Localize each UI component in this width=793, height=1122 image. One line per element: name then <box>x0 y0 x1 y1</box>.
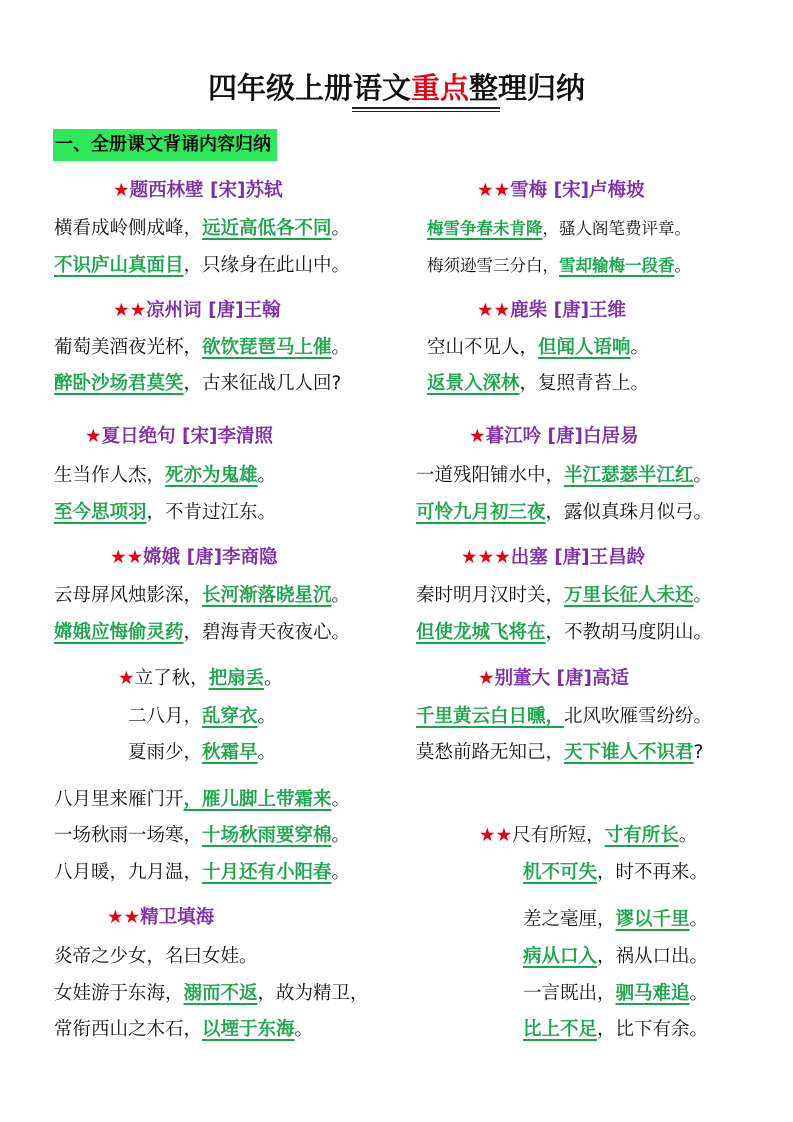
poem-line: 不识庐山真面目，只缘身在此山中。 <box>54 255 351 276</box>
section-heading: 一、全册课文背诵内容归纳 <box>53 129 277 161</box>
poem-line: 至今思项羽，不肯过江东。 <box>54 502 277 523</box>
poem-line: 嫦娥应悔偷灵药，碧海青天夜夜心。 <box>54 622 351 643</box>
poem-heading: ★★凉州词 [唐]王翰 <box>113 300 281 321</box>
poem-line: 醉卧沙场君莫笑，古来征战几人回? <box>54 373 342 394</box>
poem-line: 梅雪争春未肯降，骚人阁笔费评章。 <box>427 219 691 238</box>
title-underline <box>352 107 500 109</box>
poem-line: 生当作人杰，死亦为鬼雄。 <box>54 465 277 486</box>
proverb-line: 一言既出，驷马难追。 <box>523 983 709 1004</box>
poem-line: 千里黄云白日曛，北风吹雁雪纷纷。 <box>416 706 713 727</box>
poem-heading: ★夏日绝句 [宋]李清照 <box>85 426 273 447</box>
poem-line: 但使龙城飞将在，不教胡马度阴山。 <box>416 622 713 643</box>
poem-line: 横看成岭侧成峰，远近高低各不同。 <box>54 218 351 239</box>
title-underline-2 <box>352 111 500 112</box>
poem-heading: ★★精卫填海 <box>107 907 215 928</box>
poem-heading: ★★雪梅 [宋]卢梅坡 <box>477 180 645 201</box>
poem-line: 返景入深林，复照青苔上。 <box>427 373 650 394</box>
autumn-line: 一场秋雨一场寒，十场秋雨要穿棉。 <box>54 825 351 846</box>
poem-line: 秦时明月汉时关，万里长征人未还。 <box>416 585 713 606</box>
poem-line: 可怜九月初三夜，露似真珠月似弓。 <box>416 502 713 523</box>
autumn-line: 八月里来雁门开，雁儿脚上带霜来。 <box>54 789 351 810</box>
poem-heading: ★★鹿柴 [唐]王维 <box>477 300 627 321</box>
poem-line: 云母屏风烛影深，长河渐落晓星沉。 <box>54 585 351 606</box>
autumn-line: 八月暖，九月温，十月还有小阳春。 <box>54 862 351 883</box>
autumn-line: ★立了秋，把扇丢。 <box>118 668 283 689</box>
proverb-line: 机不可失，时不再来。 <box>523 862 709 883</box>
title-pre: 四年级上册语文 <box>207 71 411 105</box>
poem-heading: ★别董大 [唐]高适 <box>478 668 629 689</box>
proverb-line: 比上不足，比下有余。 <box>523 1019 709 1040</box>
poem-line: 炎帝之少女，名曰女娃。 <box>54 946 258 967</box>
poem-heading: ★题西林壁 [宋]苏轼 <box>113 180 283 201</box>
autumn-line: 夏雨少，秋霜早。 <box>128 742 277 763</box>
poem-heading: ★★★出塞 [唐]王昌龄 <box>461 547 646 568</box>
poem-line: 空山不见人，但闻人语响。 <box>427 337 650 358</box>
poem-line: 葡萄美酒夜光杯，欲饮琵琶马上催。 <box>54 337 351 358</box>
proverb-line: 差之毫厘，谬以千里。 <box>523 909 709 930</box>
poem-line: 莫愁前路无知己，天下谁人不识君? <box>416 742 704 763</box>
poem-heading: ★暮江吟 [唐]白居易 <box>469 426 639 447</box>
poem-line: 常衔西山之木石，以堙于东海。 <box>54 1019 314 1040</box>
poem-line: 梅须逊雪三分白，雪却输梅一段香。 <box>427 256 691 275</box>
proverb-line: 病从口入，祸从口出。 <box>523 946 709 967</box>
proverb-line: ★★尺有所短，寸有所长。 <box>479 825 698 846</box>
page-title <box>0 70 793 106</box>
autumn-line: 二八月，乱穿衣。 <box>128 706 277 727</box>
poem-line: 女娃游于东海，溺而不返，故为精卫， <box>54 983 369 1004</box>
title-highlight: 重点 <box>410 71 469 105</box>
title-post: 整理归纳 <box>469 71 586 105</box>
poem-line: 一道残阳铺水中，半江瑟瑟半江红。 <box>416 465 713 486</box>
poem-heading: ★★嫦娥 [唐]李商隐 <box>110 547 278 568</box>
